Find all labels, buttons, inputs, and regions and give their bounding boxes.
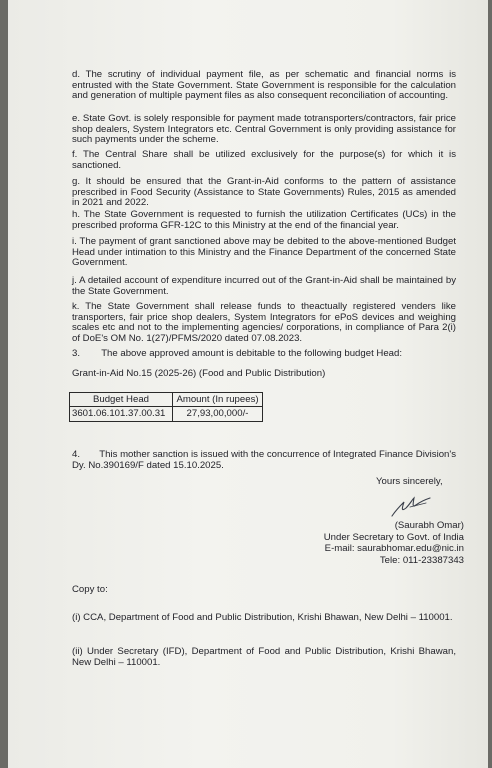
- table-row: [70, 407, 263, 422]
- signatory-name: (Saurabh Omar): [394, 520, 464, 531]
- amount-header: Amount (In rupees): [173, 393, 263, 407]
- document-page: [8, 0, 488, 768]
- signatory-email: E-mail: saurabhomar.edu@nic.in: [324, 543, 464, 554]
- para-3: [72, 348, 402, 359]
- closing-text: Yours sincerely,: [376, 476, 443, 487]
- para-3-number: 3.: [72, 348, 81, 359]
- condition-i: i. The payment of grant sanctioned above may be debited to the above-mentioned Budget Head under intimation to this Ministry and the Finance Department of the concerned State Government.: [72, 236, 456, 269]
- condition-e: e. State Govt. is solely responsible for payment made totransporters/contractors, fair price shop dealers, System Integrators etc. Central Government is only providing assistance for such payments under the scheme.: [72, 113, 456, 146]
- signatory-block: [294, 520, 464, 566]
- condition-j: j. A detailed account of expenditure incurred out of the Grant-in-Aid shall be maintained by the State Government.: [72, 275, 456, 297]
- signatory-designation: Under Secretary to Govt. of India: [323, 531, 464, 543]
- copy-to-item: (ii) Under Secretary (IFD), Department of Food and Public Distribution, Krishi Bhawan, New Delhi – 110001.: [72, 646, 456, 668]
- condition-d: d. The scrutiny of individual payment file, as per schematic and financial norms is entrusted with the State Government. State Government is responsible for the calculation and generation of multiple payment files as also consequent reconciliation of accounting.: [72, 69, 456, 102]
- para-4-number: 4.: [72, 449, 81, 460]
- condition-f: f. The Central Share shall be utilized exclusively for the purpose(s) for which it is sanctioned.: [72, 149, 456, 171]
- condition-g: g. It should be ensured that the Grant-in-Aid conforms to the pattern of assistance prescribed in Food Security (Assistance to State Governments) Rules, 2015 as amended in 2021 and 2022.: [72, 176, 456, 209]
- handwritten-signature: [386, 492, 436, 522]
- condition-k: k. The State Government shall release funds to theactually registered venders like transporters, fair price shop dealers, System Integrators for ePoS devices and weighing scales etc and not to the implementing agencies/ corporations, in compliance of Para 2(i) of DoE's OM No. 1(27)/PFMS/2020 dated 07.08.2023.: [72, 301, 456, 344]
- budget-table-header-row: [70, 393, 263, 407]
- para-4-text: This mother sanction is issued with the concurrence of Integrated Finance Division's Dy. No.390169/F dated 15.10.2025.: [72, 449, 456, 471]
- signatory-tele: Tele: 011-23387343: [379, 554, 464, 566]
- grant-line: Grant-in-Aid No.15 (2025-26) (Food and Public Distribution): [72, 368, 326, 379]
- amount-cell: 27,93,00,000/-: [173, 407, 263, 422]
- para-4: [72, 450, 456, 471]
- para-3-text: The above approved amount is debitable to the following budget Head:: [101, 348, 402, 359]
- copy-to-heading: Copy to:: [72, 584, 108, 595]
- condition-h: h. The State Government is requested to furnish the utilization Certificates (UCs) in the prescribed proforma GFR-12C to this Ministry at the end of the financial year.: [72, 209, 456, 231]
- budget-head-header: Budget Head: [70, 393, 173, 407]
- copy-to-item: (i) CCA, Department of Food and Public Distribution, Krishi Bhawan, New Delhi – 110001.: [72, 612, 453, 623]
- budget-table: [69, 392, 263, 422]
- budget-head-cell: 3601.06.101.37.00.31: [70, 407, 173, 422]
